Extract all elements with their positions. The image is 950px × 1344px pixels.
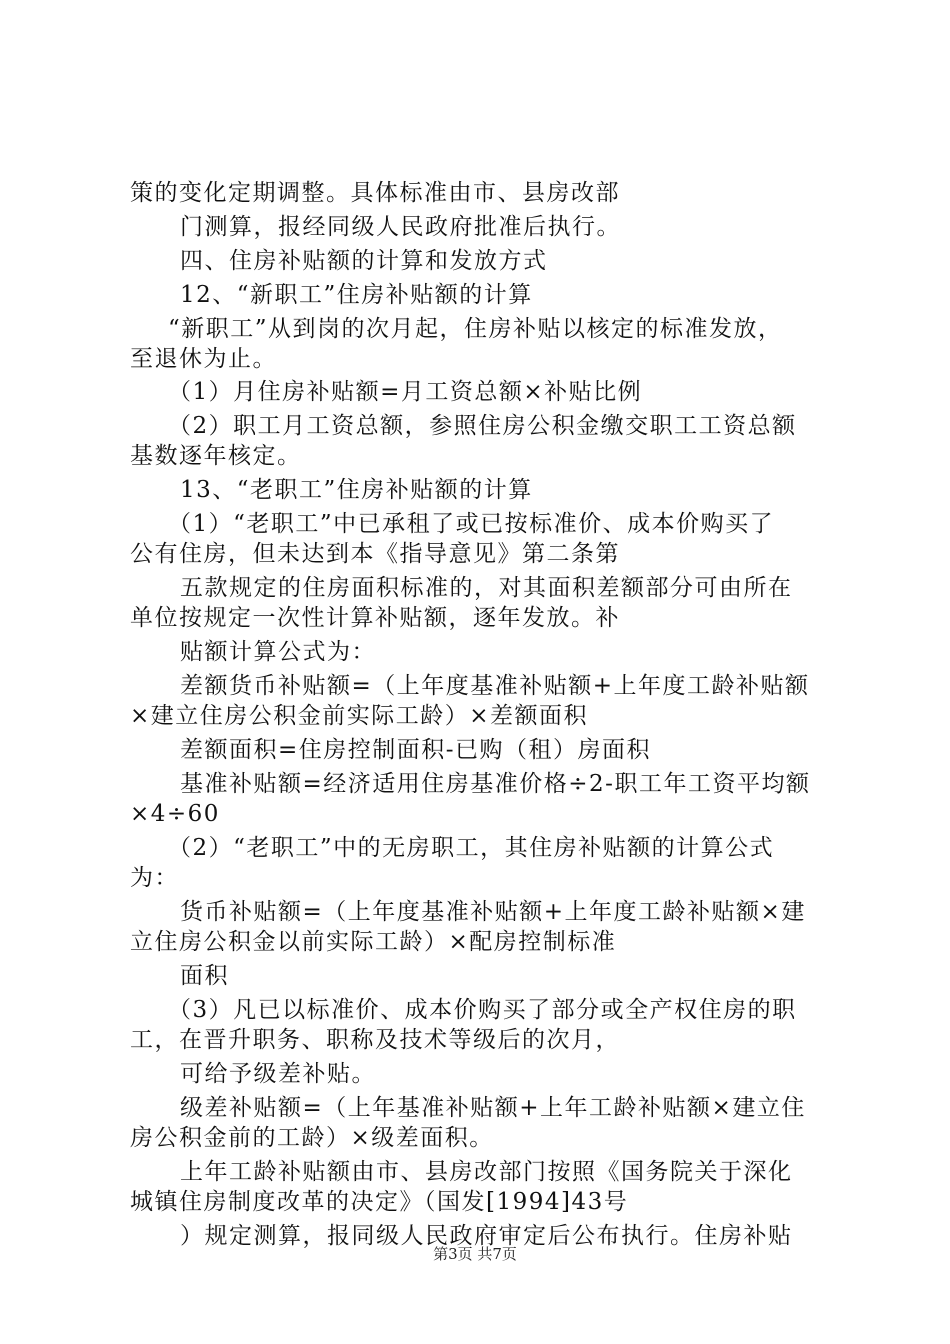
text-line: 13、“老职工”住房补贴额的计算 — [180, 477, 533, 503]
text-line: ×建立住房公积金前实际工龄）×差额面积 — [130, 703, 589, 729]
text-line: 为： — [130, 865, 179, 891]
text-line: （1）月住房补贴额=月工资总额×补贴比例 — [168, 379, 643, 405]
text-line: 上年工龄补贴额由市、县房改部门按照《国务院关于深化 — [180, 1159, 793, 1185]
text-line: 门测算，报经同级人民政府批准后执行。 — [180, 214, 621, 240]
text-line: 级差补贴额=（上年基准补贴额+上年工龄补贴额×建立住 — [180, 1095, 806, 1121]
text-line: 可给予级差补贴。 — [180, 1061, 376, 1087]
page-number-footer: 第3页 共7页 — [433, 1245, 517, 1263]
text-line: 公有住房，但未达到本《指导意见》第二条第 — [130, 541, 620, 567]
text-line: 差额货币补贴额=（上年度基准补贴额+上年度工龄补贴额 — [180, 673, 810, 699]
text-line: 策的变化定期调整。具体标准由市、县房改部 — [130, 180, 620, 206]
text-line: 差额面积=住房控制面积-已购（租）房面积 — [180, 737, 652, 763]
text-line: 货币补贴额=（上年度基准补贴额+上年度工龄补贴额×建 — [180, 899, 806, 925]
text-line: 贴额计算公式为： — [180, 639, 376, 665]
text-line: 至退休为止。 — [130, 346, 277, 372]
text-line: 立住房公积金以前实际工龄）×配房控制标准 — [130, 929, 617, 955]
text-line: 12、“新职工”住房补贴额的计算 — [180, 282, 533, 308]
text-line: 工，在晋升职务、职称及技术等级后的次月， — [130, 1027, 620, 1053]
text-line: 五款规定的住房面积标准的，对其面积差额部分可由所在 — [180, 575, 793, 601]
text-line: （3）凡已以标准价、成本价购买了部分或全产权住房的职 — [168, 997, 797, 1023]
text-line: 基数逐年核定。 — [130, 443, 302, 469]
text-line: （1）“老职工”中已承租了或已按标准价、成本价购买了 — [168, 511, 775, 537]
text-line: 单位按规定一次性计算补贴额，逐年发放。补 — [130, 605, 620, 631]
text-line: ×4÷60 — [130, 801, 220, 827]
text-line: 房公积金前的工龄）×级差面积。 — [130, 1125, 494, 1151]
text-line: 城镇住房制度改革的决定》（国发[1994]43号 — [130, 1189, 629, 1215]
text-line: “新职工”从到岗的次月起，住房补贴以核定的标准发放， — [168, 316, 783, 342]
text-line: （2）“老职工”中的无房职工，其住房补贴额的计算公式 — [168, 835, 775, 861]
text-line: 基准补贴额=经济适用住房基准价格÷2-职工年工资平均额 — [180, 771, 811, 797]
text-line: 面积 — [180, 963, 229, 989]
text-line: ）规定测算，报同级人民政府审定后公布执行。住房补贴 — [180, 1223, 793, 1249]
text-line: 四、住房补贴额的计算和发放方式 — [180, 248, 548, 274]
text-line: （2）职工月工资总额，参照住房公积金缴交职工工资总额 — [168, 413, 797, 439]
